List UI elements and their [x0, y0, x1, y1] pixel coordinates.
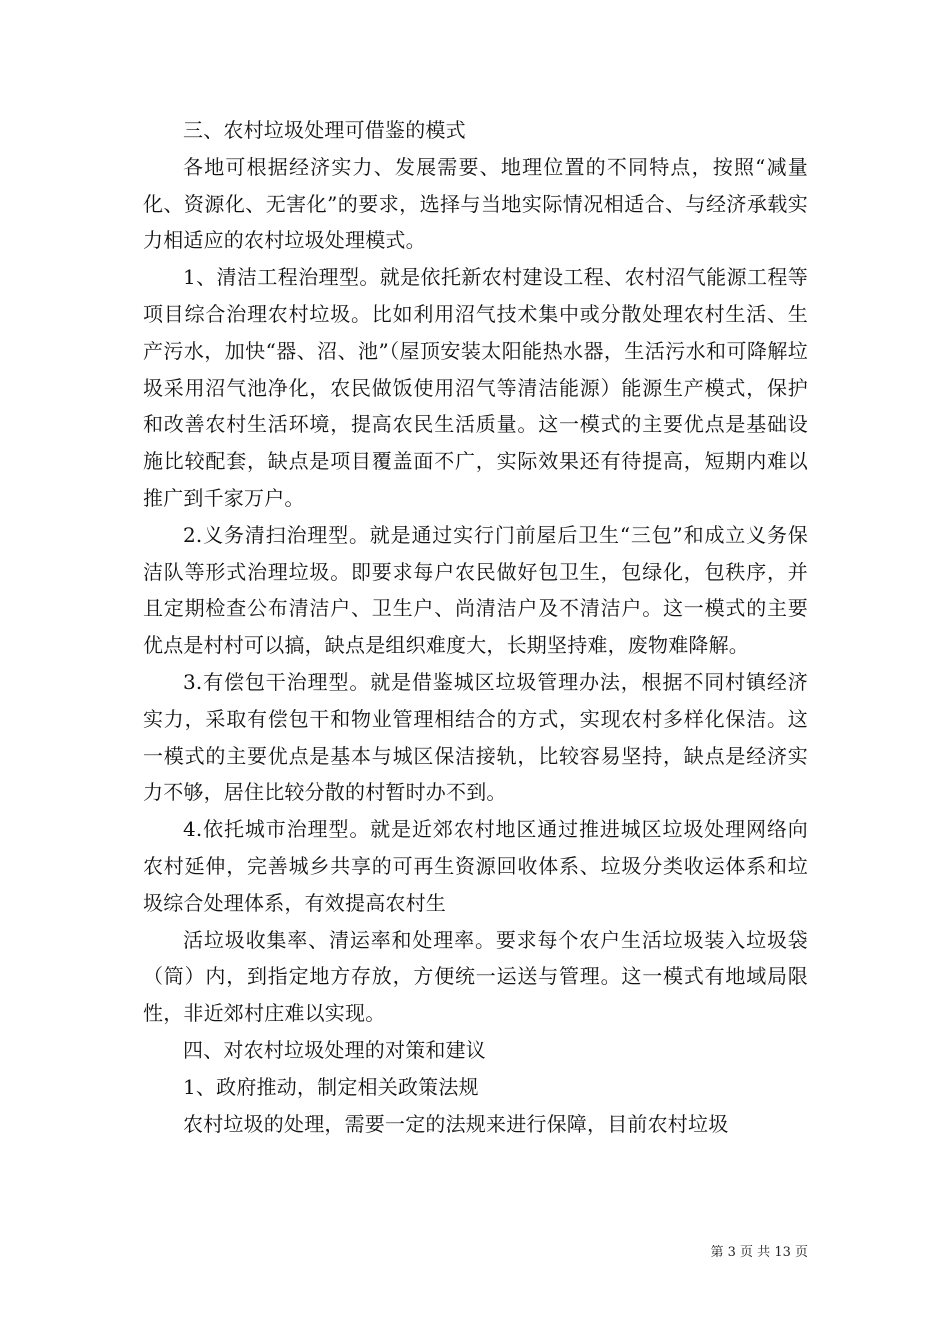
- paragraph-model-4-continued: 活垃圾收集率、清运率和处理率。要求每个农户生活垃圾装入垃圾袋（筒）内，到指定地方存放，方便统一运送与管理。这一模式有地域局限性，非近郊村庄难以实现。: [143, 927, 808, 1026]
- paragraph-model-1: 1、清洁工程治理型。就是依托新农村建设工程、农村沼气能源工程等项目综合治理农村垃圾。比如利用沼气技术集中或分散处理农村生活、生产污水，加快“器、沼、池”（屋顶安装太阳能热水器，生活污水和可降解垃圾采用沼气池净化，农民做饭使用沼气等清洁能源）能源生产模式，保护和改善农村生活环境，提高农民生活质量。这一模式的主要优点是基础设施比较配套，缺点是项目覆盖面不广，实际效果还有待提高，短期内难以推广到千家万户。: [143, 265, 808, 510]
- paragraph-intro: 各地可根据经济实力、发展需要、地理位置的不同特点，按照“减量化、资源化、无害化”的要求，选择与当地实际情况相适合、与经济承载实力相适应的农村垃圾处理模式。: [143, 154, 808, 253]
- paragraph-model-3: 3.有偿包干治理型。就是借鉴城区垃圾管理办法，根据不同村镇经济实力，采取有偿包干和物业管理相结合的方式，实现农村多样化保洁。这一模式的主要优点是基本与城区保洁接轨，比较容易坚持，缺点是经济实力不够，居住比较分散的村暂时办不到。: [143, 669, 808, 805]
- page-number-footer: 第 3 页 共 13 页: [710, 1245, 808, 1260]
- subsection-heading-1: 1、政府推动，制定相关政策法规: [183, 1074, 479, 1099]
- paragraph-regulation: 农村垃圾的处理，需要一定的法规来进行保障，目前农村垃圾: [183, 1111, 729, 1136]
- section-heading-3: 三、农村垃圾处理可借鉴的模式: [183, 118, 466, 142]
- paragraph-model-4: 4.依托城市治理型。就是近郊农村地区通过推进城区垃圾处理网络向农村延伸，完善城乡共享的可再生资源回收体系、垃圾分类收运体系和垃圾综合处理体系，有效提高农村生: [143, 817, 808, 915]
- document-body: [143, 112, 808, 1142]
- paragraph-model-2: 2.义务清扫治理型。就是通过实行门前屋后卫生“三包”和成立义务保洁队等形式治理垃圾。即要求每户农民做好包卫生，包绿化，包秩序，并且定期检查公布清洁户、卫生户、尚清洁户及不清洁户。这一模式的主要优点是村村可以搞，缺点是组织难度大，长期坚持难，废物难降解。: [143, 522, 808, 658]
- section-heading-4: 四、对农村垃圾处理的对策和建议: [183, 1037, 486, 1062]
